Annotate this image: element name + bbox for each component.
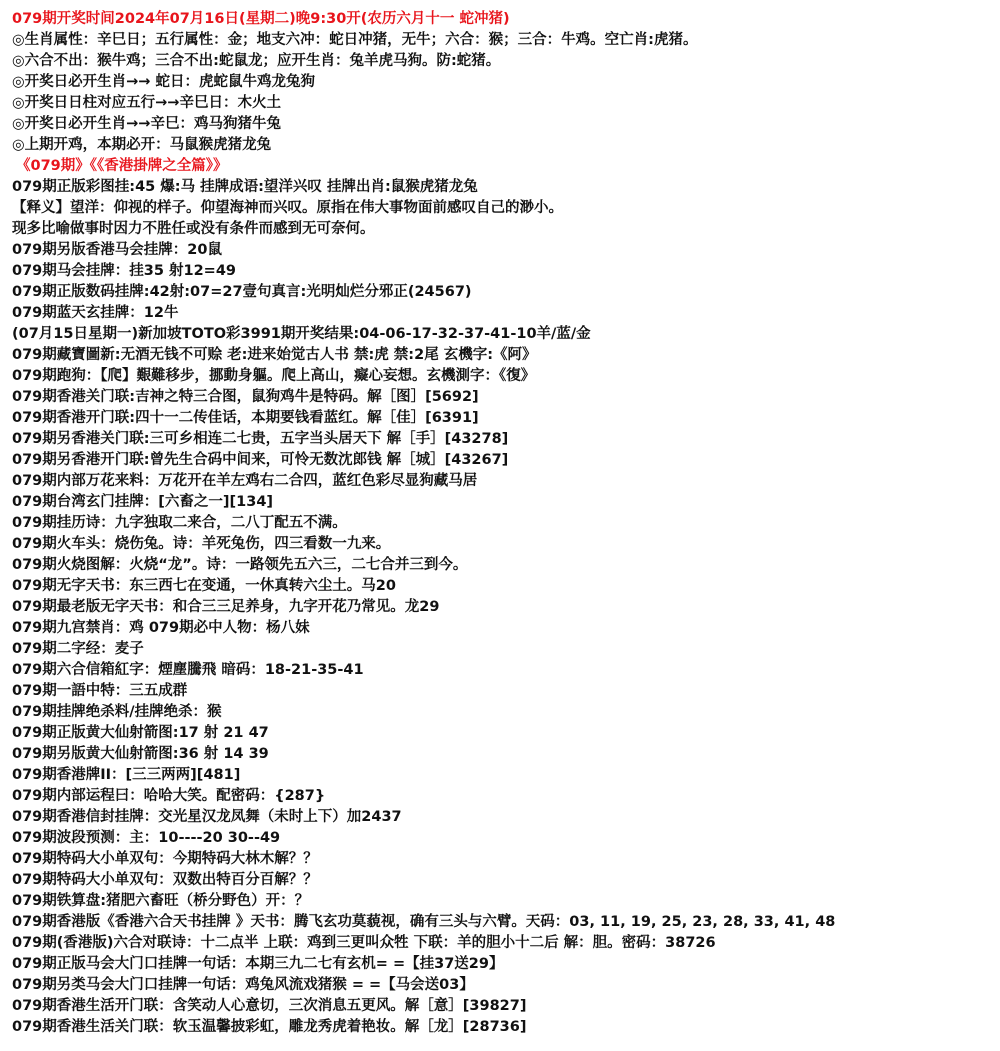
text-line: 079期香港关门联:吉神之特三合图，鼠狗鸡牛是特码。解［图］[5692]	[12, 389, 479, 405]
text-line: 079期最老版无字天书：和合三三足养身，九字开花乃常见。龙29	[12, 599, 440, 615]
text-line: 【释义】望洋：仰视的样子。仰望海神而兴叹。原指在伟大事物面前感叹自己的渺小。	[12, 200, 563, 216]
text-line: 079期无字天书：东三西七在变通，一休真转六尘土。马20	[12, 578, 396, 594]
text-line: 079期跑狗：【爬】艱難移步，挪動身軀。爬上高山，癡心妄想。玄機測字：《復》	[12, 368, 536, 384]
text-line: 079期特码大小单双句：双数出特百分百解？？	[12, 872, 318, 888]
text-line: 079期香港牌II：[三三两两][481]	[12, 767, 241, 783]
text-line: 079期内部运程曰：哈哈大笑。配密码：{287}	[12, 788, 326, 804]
text-line: 现多比喻做事时因力不胜任或没有条件而感到无可奈何。	[12, 221, 375, 237]
text-line: 079期藏寶圖新:无酒无钱不可赊 老:进来始觉古人书 禁:虎 禁:2尾 玄機字:《阿》	[12, 347, 537, 363]
text-line: ◎开奖日必开生肖→→辛巳：鸡马狗猪牛兔	[12, 116, 281, 132]
text-line: ◎开奖日必开生肖→→ 蛇日：虎蛇鼠牛鸡龙兔狗	[12, 74, 315, 90]
text-line: 079期另版黄大仙射箭图:36 射 14 39	[12, 746, 269, 762]
text-line: 079期挂历诗：九字独取二来合，二八丁配五不满。	[12, 515, 347, 531]
text-line: ◎开奖日日柱对应五行→→辛巳日：木火土	[12, 95, 281, 111]
document-title: 079期开奖时间2024年07月16日(星期二)晚9:30开(农历六月十一 蛇冲猪)	[12, 11, 510, 27]
text-line: 079期香港生活关门联：软玉温馨披彩虹，雕龙秀虎着艳妆。解［龙］[28736]	[12, 1019, 527, 1035]
text-line: 079期特码大小单双句：今期特码大林木解？？	[12, 851, 318, 867]
text-line: 079期马会挂牌：挂35 射12=49	[12, 263, 236, 279]
text-line: 079期香港生活开门联：含笑动人心意切，三次消息五更风。解［意］[39827]	[12, 998, 527, 1014]
text-line: 079期香港版《香港六合天书挂牌 》天书：腾飞玄功莫藐视，确有三头与六臂。天码：03, 11, 19, 25, 23, 28, 33, 41, 48	[12, 914, 836, 930]
text-line: ◎六合不出：猴牛鸡；三合不出:蛇鼠龙；应开生肖：兔羊虎马狗。防:蛇猪。	[12, 53, 501, 69]
text-line: 079期正版彩图挂:45 爆:马 挂牌成语:望洋兴叹 挂牌出肖:鼠猴虎猪龙兔	[12, 179, 478, 195]
text-line: 079期蓝天玄挂牌：12牛	[12, 305, 179, 321]
text-line: 079期正版马会大门口挂牌一句话：本期三九二七有玄机= =【挂37送29】	[12, 956, 504, 972]
text-line: 079期火烧图解：火烧“龙”。诗：一路领先五六三，二七合并三到今。	[12, 557, 468, 573]
text-line: 079期正版数码挂牌:42射:07=27壹句真言:光明灿烂分邪正(24567)	[12, 284, 472, 300]
text-line: 079期内部万花来料：万花开在羊左鸡右二合四，蓝红色彩尽显狗藏马居	[12, 473, 478, 489]
text-line: 079期另香港关门联:三可乡相连二七贵，五字当头居天下 解［手］[43278]	[12, 431, 509, 447]
section-heading: 《079期》《《香港掛牌之全篇》》	[16, 158, 228, 174]
text-line: 079期另香港开门联:曾先生合码中间来，可怜无数沈郎钱 解［城］[43267]	[12, 452, 509, 468]
text-line: 079期九宫禁肖：鸡 079期必中人物：杨八妹	[12, 620, 310, 636]
text-line: 079期一語中特：三五成群	[12, 683, 188, 699]
text-line: 079期铁算盘:猪肥六畜旺（桥分野色）开：？	[12, 893, 310, 909]
text-line: 079期波段预测：主：10----20 30--49	[12, 830, 281, 846]
text-line: 079期六合信箱紅字：煙塵騰飛 暗码：18-21-35-41	[12, 662, 364, 678]
text-line: (07月15日星期一)新加坡TOTO彩3991期开奖结果:04-06-17-32-37-41-10羊/蓝/金	[12, 326, 591, 342]
text-line: 079期正版黄大仙射箭图:17 射 21 47	[12, 725, 269, 741]
text-line: 079期挂牌绝杀料/挂牌绝杀：猴	[12, 704, 222, 720]
text-line: 079期火车头：烧伤兔。诗：羊死兔伤，四三看数一九来。	[12, 536, 391, 552]
text-line: 079期台湾玄门挂牌：[六畜之一][134]	[12, 494, 274, 510]
text-line: 079期另类马会大门口挂牌一句话：鸡兔风流戏猪猴 = =【马会送03】	[12, 977, 474, 993]
text-line: 079期香港开门联:四十一二传佳话，本期要钱看蓝红。解［佳］[6391]	[12, 410, 479, 426]
text-line: 079期(香港版)六合对联诗：十二点半 上联：鸡到三更叫众牲 下联：羊的胆小十二后 解：胆。密码：38726	[12, 935, 716, 951]
text-line: 079期另版香港马会挂牌：20鼠	[12, 242, 222, 258]
text-line: 079期二字经：麦子	[12, 641, 144, 657]
text-line: ◎上期开鸡，本期必开：马鼠猴虎猪龙兔	[12, 137, 272, 153]
text-line: ◎生肖属性：辛巳日；五行属性：金；地支六冲：蛇日冲猪，无牛；六合：猴；三合：牛鸡。空亡肖:虎猪。	[12, 32, 698, 48]
document-body	[12, 9, 998, 1038]
text-line: 079期香港信封挂牌：交光星汉龙凤舞（未时上下）加2437	[12, 809, 402, 825]
